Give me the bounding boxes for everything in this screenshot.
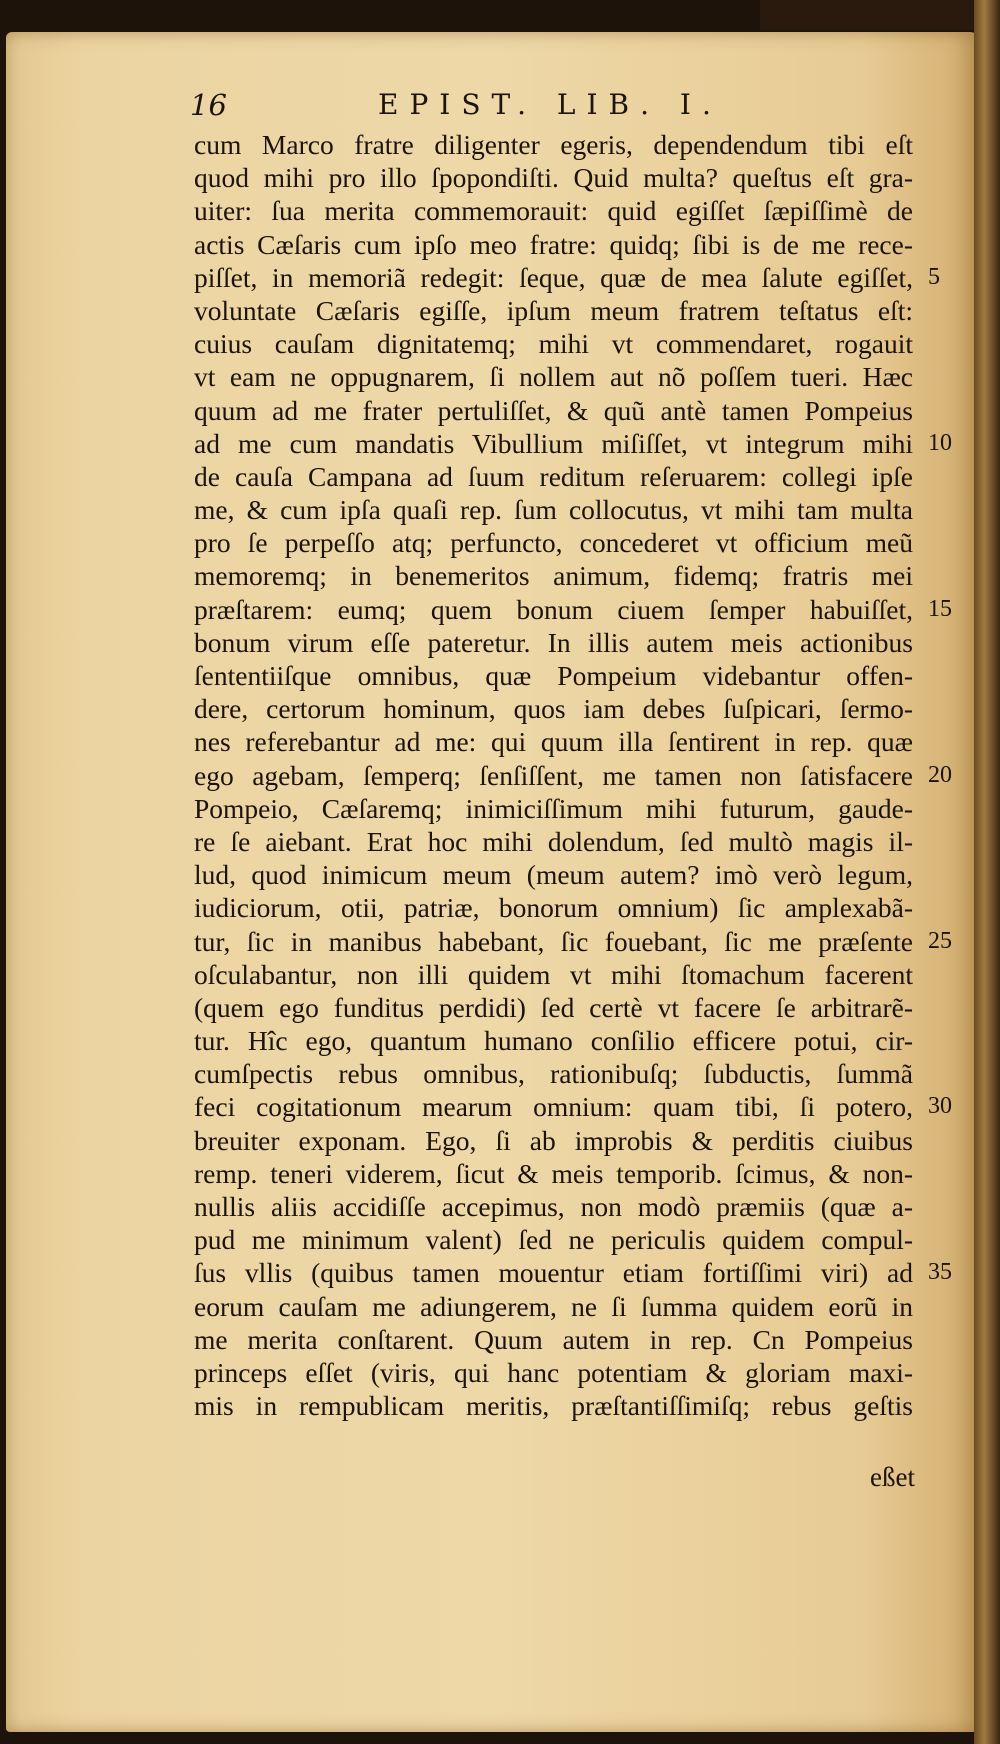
line-text: voluntate Cæſaris egiſſe, ipſum meum fratrem teſtatus eſt: [194, 294, 913, 326]
text-line [194, 725, 913, 758]
text-line [194, 360, 913, 393]
line-text: vt eam ne oppugnarem, ſi nollem aut nõ poſſem tueri. Hæc [194, 361, 913, 393]
line-number: 10 [928, 429, 952, 456]
text-line [194, 1223, 913, 1256]
line-text: remp. teneri viderem, ſicut & meis temporib. ſcimus, & non- [194, 1157, 913, 1189]
line-text: eorum cauſam me adiungerem, ne ſi ſumma quidem eorũ in [194, 1290, 913, 1322]
text-line [194, 825, 913, 858]
line-text: me, & cum ipſa quaſi rep. ſum collocutus, vt mihi tam multa [194, 494, 913, 526]
line-text: quod mihi pro illo ſpopondiſti. Quid multa? queſtus eſt gra- [194, 162, 913, 194]
text-line [194, 659, 913, 692]
text-line [194, 460, 913, 493]
line-number: 5 [928, 263, 940, 290]
line-text: ego agebam, ſemperq; ſenſiſſent, me tamen non ſatisfacere [194, 759, 913, 791]
line-text: nullis aliis accidiſſe accepimus, non modò præmiis (quæ a- [194, 1191, 913, 1222]
line-text: lud, quod inimicum meum (meum autem? imò verò legum, [194, 859, 913, 891]
line-text: (quem ego funditus perdidi) ſed certè vt facere ſe arbitrarẽ- [194, 991, 913, 1023]
line-text: iudiciorum, otii, patriæ, bonorum omnium) ſic amplexabã- [194, 892, 913, 924]
catchword: eßet [870, 1462, 915, 1492]
page-header [190, 88, 722, 128]
line-text: piſſet, in memoriã redegit: ſeque, quæ de mea ſalute egiſſet, [194, 261, 913, 293]
text-line [194, 925, 952, 958]
text-line [194, 1057, 913, 1090]
line-text: dere, certorum hominum, quos iam debes ſuſpicari, ſermo- [194, 693, 913, 725]
text-line [194, 1024, 913, 1057]
line-text: ſus vllis (quibus tamen mouentur etiam fortiſſimi viri) ad [194, 1257, 913, 1289]
text-line [194, 559, 913, 592]
line-text: cuius cauſam dignitatemq; mihi vt commendaret, rogauit [194, 328, 913, 360]
line-text: pro ſe perpeſſo atq; perfuncto, concederet vt officium meũ [194, 527, 913, 559]
line-number: 25 [928, 927, 952, 954]
text-line [194, 1256, 952, 1289]
line-text: me merita conſtarent. Quum autem in rep. Cn Pompeius [194, 1323, 913, 1355]
line-text: ad me cum mandatis Vibullium miſiſſet, vt integrum mihi [194, 427, 913, 459]
line-text: mis in rempublicam meritis, præſtantiſſimiſq; rebus geſtis [194, 1390, 913, 1422]
line-text: pud me minimum valent) ſed ne periculis quidem compul- [194, 1224, 913, 1256]
text-line [194, 161, 913, 194]
text-line [194, 526, 913, 559]
text-line [194, 427, 952, 460]
text-line [194, 958, 913, 991]
text-line [194, 194, 913, 227]
line-text: oſculabantur, non illi quidem vt mihi ſtomachum facerent [194, 958, 913, 990]
line-text: præſtarem: eumq; quem bonum ciuem ſemper habuiſſet, [194, 593, 913, 625]
top-edge-shadow [760, 0, 1000, 30]
line-number: 30 [928, 1093, 952, 1120]
line-text: uiter: ſua merita commemorauit: quid egiſſet ſæpiſſimè de [194, 195, 913, 227]
text-line [194, 891, 913, 924]
line-text: tur, ſic in manibus habebant, ſic fouebant, ſic me præſente [194, 925, 913, 957]
text-line [194, 1090, 952, 1123]
text-line [194, 759, 952, 792]
page-gutter-edge [974, 0, 1000, 1744]
line-text: quum ad me frater pertuliſſet, & quũ antè tamen Pompeius [194, 394, 913, 426]
text-line [194, 261, 940, 294]
text-line [194, 228, 913, 261]
text-line [194, 327, 913, 360]
text-line [194, 1290, 913, 1323]
line-text: bonum virum eſſe pateretur. In illis autem meis actionibus [194, 626, 913, 658]
line-text: de cauſa Campana ad ſuum reditum reſeruarem: collegi ipſe [194, 460, 913, 492]
line-text: feci cogitationum mearum omnium: quam tibi, ſi potero, [194, 1091, 913, 1123]
line-text: ſententiiſque omnibus, quæ Pompeium videbantur offen- [194, 660, 913, 691]
text-line [194, 1157, 913, 1190]
line-text: nes referebantur ad me: qui quum illa ſentirent in rep. quæ [194, 726, 913, 758]
line-text: princeps eſſet (viris, qui hanc potentiam & gloriam maxi- [194, 1356, 913, 1388]
line-number: 35 [928, 1259, 952, 1286]
line-text: actis Cæſaris cum ipſo meo fratre: quidq; ſibi is de me rece- [194, 228, 913, 260]
text-line [194, 493, 913, 526]
line-text: cumſpectis rebus omnibus, rationibuſq; ſubductis, ſummã [194, 1058, 913, 1090]
text-line [194, 294, 913, 327]
page-number: 16 [190, 88, 227, 122]
text-line [194, 128, 913, 161]
line-text: re ſe aiebant. Erat hoc mihi dolendum, ſed multò magis il- [194, 825, 913, 857]
text-line [194, 1124, 913, 1157]
body-text [194, 128, 952, 1422]
line-number: 15 [928, 595, 952, 622]
text-line [194, 593, 952, 626]
line-number: 20 [928, 761, 952, 788]
text-line [194, 1356, 913, 1389]
text-line [194, 1323, 913, 1356]
text-line [194, 1389, 913, 1422]
line-text: cum Marco fratre diligenter egeris, dependendum tibi eſt [194, 129, 913, 160]
text-line [194, 858, 913, 891]
text-line [194, 626, 913, 659]
line-text: memoremq; in benemeritos animum, fidemq; fratris mei [194, 560, 913, 592]
line-text: breuiter exponam. Ego, ſi ab improbis & perditis ciuibus [194, 1124, 913, 1156]
text-line [194, 692, 913, 725]
line-text: Pompeio, Cæſaremq; inimiciſſimum mihi futurum, gaude- [194, 792, 913, 824]
running-head: EPIST. LIB. I. [378, 88, 722, 121]
text-line [194, 394, 913, 427]
text-line [194, 991, 913, 1024]
text-line [194, 1190, 913, 1223]
text-line [194, 792, 913, 825]
line-text: tur. Hîc ego, quantum humano conſilio efficere potui, cir- [194, 1025, 913, 1057]
